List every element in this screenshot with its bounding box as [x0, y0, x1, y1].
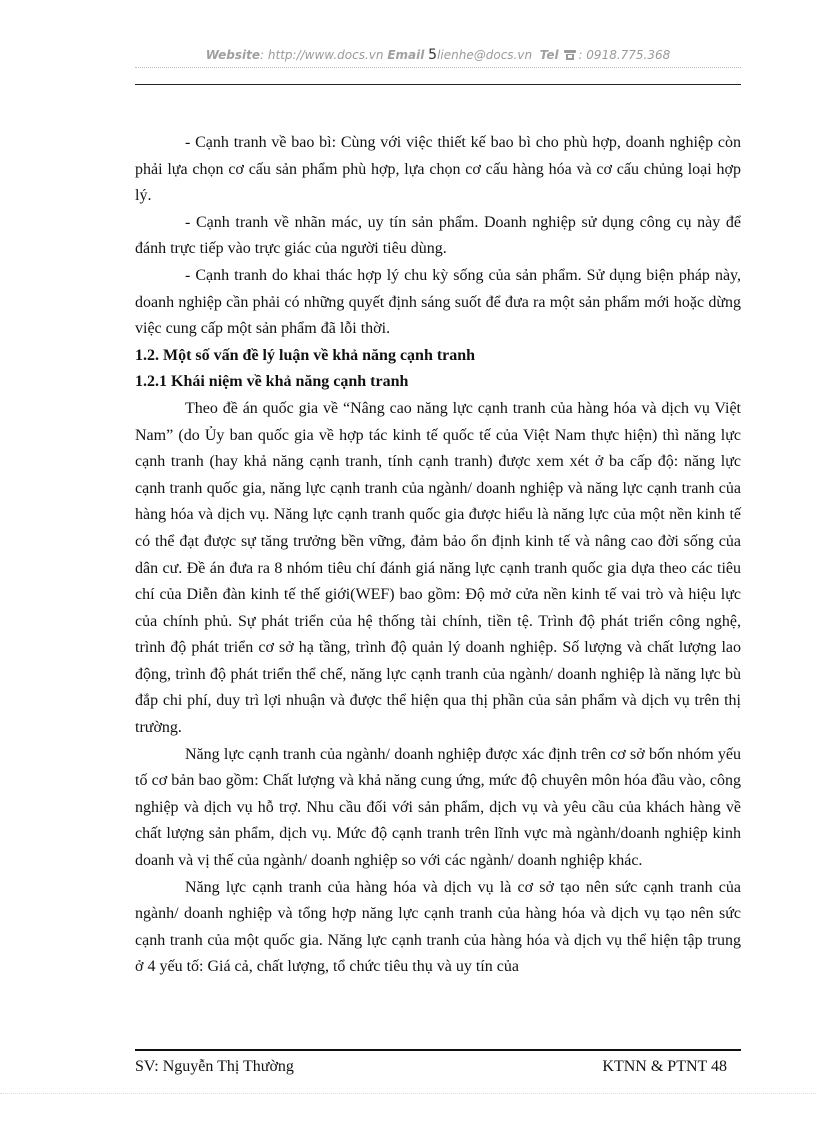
- paragraph-definition: Theo đề án quốc gia về “Nâng cao năng lực cạnh tranh của hàng hóa và dịch vụ Việt Nam” (do Ủy ban quốc gia về hợp tác kinh tế quốc tế của Việt Nam thực hiện) thì năng lực cạnh tranh (hay khả năng cạnh tranh, tính cạnh tranh) được xem xét ở ba cấp độ: năng lực cạnh tranh quốc gia, năng lực cạnh tranh của ngành/ doanh nghiệp và năng lực cạnh tranh của hàng hóa và dịch vụ. Năng lực cạnh tranh quốc gia được hiểu là năng lực của một nền kinh tế có thể đạt được sự tăng trưởng bền vững, đảm bảo ổn định kinh tế và nâng cao đời sống của dân cư. Đề án đưa ra 8 nhóm tiêu chí đánh giá năng lực cạnh tranh quốc gia dựa theo các tiêu chí của Diễn đàn kinh tế thế giới(WEF) bao gồm: Độ mở cửa nền kinh tế vai trò và hiệu lực của chính phủ. Sự phát triển của hệ thống tài chính, tiền tệ. Trình độ phát triển công nghệ, trình độ phát triển cơ sở hạ tầng, trình độ quản lý doanh nghiệp. Số lượng và chất lượng lao động, trình độ phát triển thể chế, năng lực cạnh tranh của ngành/ doanh nghiệp là năng lực bù đắp chi phí, duy trì lợi nhuận và được thể hiện qua thị phần của sản phẩm và dịch vụ trên thị trường.: [135, 399, 741, 737]
- website-url[interactable]: : http://www.docs.vn: [260, 48, 384, 62]
- header-rule: [135, 84, 741, 85]
- section-heading-1-2-1: 1.2.1 Khái niệm về khả năng cạnh tranh: [135, 373, 409, 391]
- page-marker: 5: [428, 47, 438, 63]
- paragraph-goods-services: Năng lực cạnh tranh của hàng hóa và dịch vụ là cơ sở tạo nên sức cạnh tranh của ngành/ doanh nghiệp và tổng hợp năng lực cạnh tranh của hàng hóa và dịch vụ tạo nên sức cạnh tranh của một quốc gia. Năng lực cạnh tranh của hàng hóa và dịch vụ thể hiện tập trung ở 4 yếu tố: Giá cả, chất lượng, tổ chức tiêu thụ và uy tín của: [135, 878, 741, 976]
- page-footer: [135, 1056, 741, 1078]
- website-label: Website: [205, 48, 261, 62]
- page-header: [135, 47, 741, 67]
- document-body: [135, 130, 741, 981]
- paragraph-industry-factors: Năng lực cạnh tranh của ngành/ doanh nghiệp được xác định trên cơ sở bốn nhóm yếu tố cơ bản bao gồm: Chất lượng và khả năng cung ứng, mức độ chuyên môn hóa đầu vào, công nghiệp và dịch vụ hỗ trợ. Nhu cầu đối với sản phẩm, dịch vụ và yêu cầu của khách hàng về chất lượng sản phẩm, dịch vụ. Mức độ cạnh tranh trên lĩnh vực mà ngành/doanh nghiệp kinh doanh và vị thế của ngành/ doanh nghiệp so với các ngành/ doanh nghiệp khác.: [135, 745, 741, 870]
- paragraph-life-cycle: - Cạnh tranh do khai thác hợp lý chu kỳ sống của sản phẩm. Sử dụng biện pháp này, doanh nghiệp cần phải có những quyết định sáng suốt để đưa ra một sản phẩm mới hoặc dừng việc cung cấp một sản phẩm đã lỗi thời.: [135, 266, 741, 338]
- email-value[interactable]: lienhe@docs.vn: [437, 48, 533, 62]
- tel-label: Tel: [539, 48, 559, 62]
- email-label: Email: [387, 48, 425, 62]
- footer-rule: [135, 1049, 741, 1051]
- paragraph-branding: - Cạnh tranh về nhãn mác, uy tín sản phẩm. Doanh nghiệp sử dụng công cụ này để đánh trực tiếp vào trực giác của người tiêu dùng.: [135, 213, 741, 258]
- paragraph-packaging: - Cạnh tranh về bao bì: Cùng với việc thiết kế bao bì cho phù hợp, doanh nghiệp còn phải lựa chọn cơ cấu sản phẩm phù hợp, lựa chọn cơ cấu hàng hóa và cơ cấu chủng loại hợp lý.: [135, 134, 741, 205]
- footer-class-page: KTNN & PTNT 48: [602, 1058, 727, 1075]
- section-heading-1-2: 1.2. Một số vấn đề lý luận về khả năng cạnh tranh: [135, 346, 476, 364]
- tel-value: : 0918.775.368: [578, 48, 671, 62]
- header-dotted-line: [135, 67, 741, 68]
- telephone-icon: [564, 50, 576, 60]
- footer-dotted-line: [0, 1093, 816, 1094]
- footer-student-name: SV: Nguyễn Thị Thường: [135, 1058, 294, 1075]
